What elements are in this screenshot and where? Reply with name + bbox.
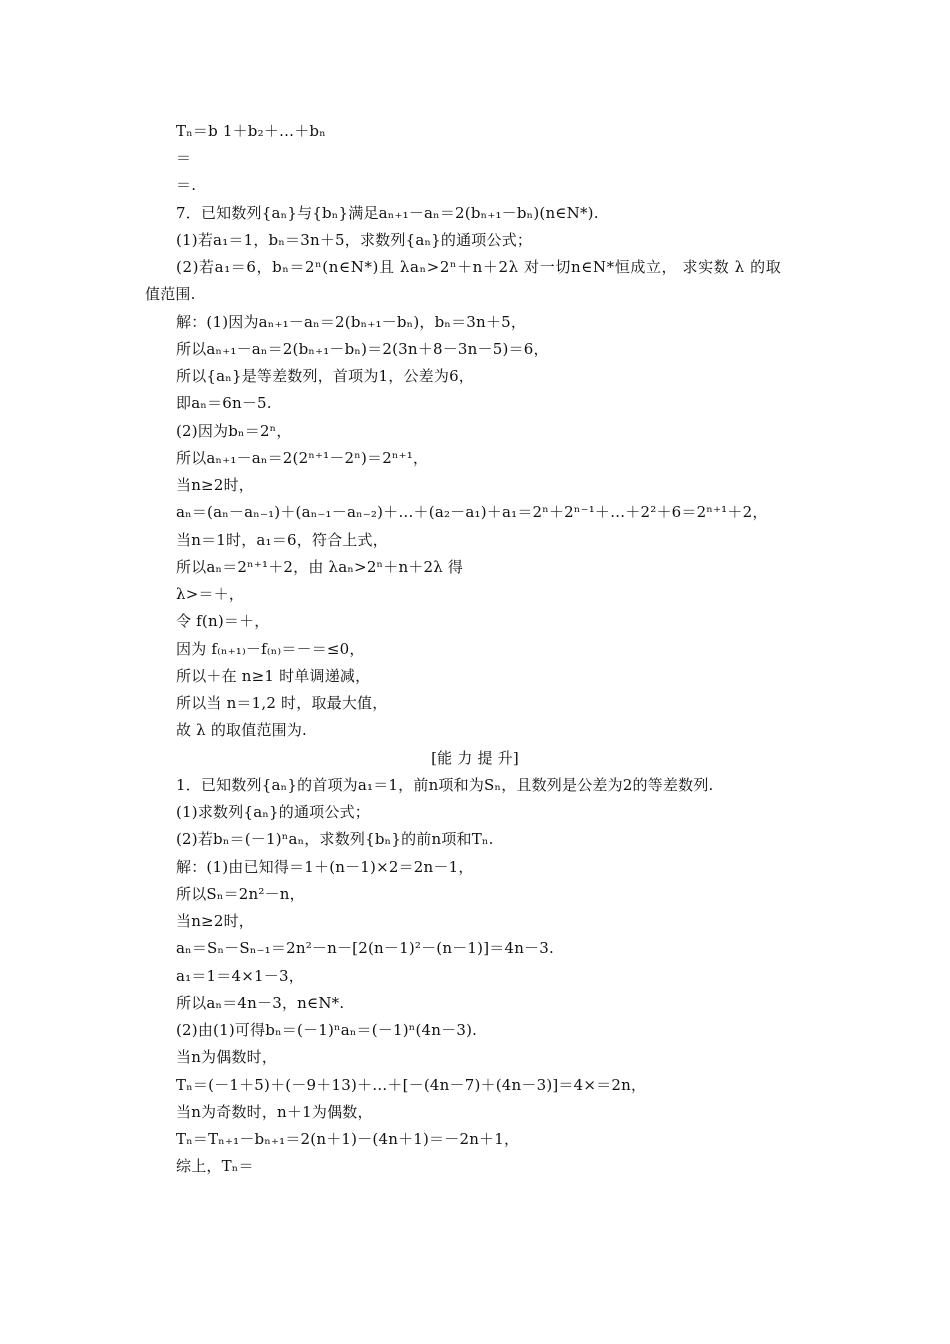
text-line: 解：(1)由已知得＝1＋(n－1)×2＝2n－1， [176, 858, 474, 876]
text-line: 故 λ 的取值范围为. [176, 721, 308, 739]
section-heading: [能 力 提 升] [431, 749, 519, 767]
text-line: 当n为偶数时， [176, 1048, 278, 1066]
text-line: Tₙ＝(－1＋5)＋(－9＋13)＋…＋[－(4n－7)＋(4n－3)]＝4×＝2n， [176, 1076, 647, 1094]
text-line: 所以{aₙ}是等差数列，首项为1，公差为6， [176, 367, 475, 385]
text-line: 所以aₙ₊₁－aₙ＝2(bₙ₊₁－bₙ)＝2(3n＋8－3n－5)＝6， [176, 340, 549, 358]
text-line: 所以aₙ＝2ⁿ⁺¹＋2，由 λaₙ>2ⁿ＋n＋2λ 得 [176, 558, 464, 576]
text-line: 所以当 n＝1,2 时，取最大值， [176, 694, 388, 712]
text-line: 所以＋在 n≥1 时单调递减， [176, 667, 371, 685]
text-line: (1)若a₁＝1，bₙ＝3n＋5，求数列{aₙ}的通项公式； [176, 231, 533, 249]
text-line: aₙ＝(aₙ－aₙ₋₁)＋(aₙ₋₁－aₙ₋₂)＋…＋(a₂－a₁)＋a₁＝2ⁿ＋2ⁿ⁻¹＋…＋2²＋6＝2ⁿ⁺¹＋2， [176, 503, 768, 521]
text-line: 综上，Tₙ＝ [176, 1157, 254, 1175]
text-line: 7．已知数列{aₙ}与{bₙ}满足aₙ₊₁－aₙ＝2(bₙ₊₁－bₙ)(n∈N*). [176, 204, 599, 222]
text-line: (1)求数列{aₙ}的通项公式； [176, 803, 370, 821]
text-line: 所以Sₙ＝2n²－n， [176, 885, 305, 903]
text-line: 所以aₙ＝4n－3，n∈N*. [176, 994, 345, 1012]
text-line: (2)若bₙ＝(－1)ⁿaₙ，求数列{bₙ}的前n项和Tₙ. [176, 830, 494, 848]
text-line: 当n≥2时， [176, 476, 254, 494]
text-line: aₙ＝Sₙ－Sₙ₋₁＝2n²－n－[2(n－1)²－(n－1)]＝4n－3. [176, 939, 554, 957]
text-line: 当n为奇数时，n＋1为偶数， [176, 1103, 373, 1121]
text-line: a₁＝1＝4×1－3， [176, 967, 304, 985]
text-line: 所以aₙ₊₁－aₙ＝2(2ⁿ⁺¹－2ⁿ)＝2ⁿ⁺¹， [176, 449, 429, 467]
text-line: 即aₙ＝6n－5. [176, 394, 272, 412]
text-line: 当n≥2时， [176, 912, 254, 930]
text-line: 解：(1)因为aₙ₊₁－aₙ＝2(bₙ₊₁－bₙ)，bₙ＝3n＋5， [176, 313, 527, 331]
text-line: 令 f(n)＝＋， [176, 612, 270, 630]
text-line: ＝ [176, 149, 192, 167]
text-line: 当n＝1时，a₁＝6，符合上式， [176, 531, 388, 549]
text-line: ＝. [176, 176, 197, 194]
text-line: Tₙ＝b 1＋b₂＋…＋bₙ [176, 122, 326, 140]
text-line: 值范围. [145, 285, 196, 303]
text-line: 1．已知数列{aₙ}的首项为a₁＝1，前n项和为Sₙ，且数列是公差为2的等差数列. [176, 776, 714, 794]
text-line: (2)由(1)可得bₙ＝(－1)ⁿaₙ＝(－1)ⁿ(4n－3). [176, 1021, 478, 1039]
text-line: 因为 f₍ₙ₊₁₎－f₍ₙ₎＝－＝≤0， [176, 640, 365, 658]
text-line: (2)因为bₙ＝2ⁿ， [176, 422, 292, 440]
text-line: λ>＝＋， [176, 585, 245, 603]
text-line: (2)若a₁＝6，bₙ＝2ⁿ(n∈N*)且 λaₙ>2ⁿ＋n＋2λ 对一切n∈N*恒成立， 求实数 λ 的取 [176, 258, 782, 276]
text-line: Tₙ＝Tₙ₊₁－bₙ₊₁＝2(n＋1)－(4n＋1)＝－2n＋1， [176, 1130, 520, 1148]
